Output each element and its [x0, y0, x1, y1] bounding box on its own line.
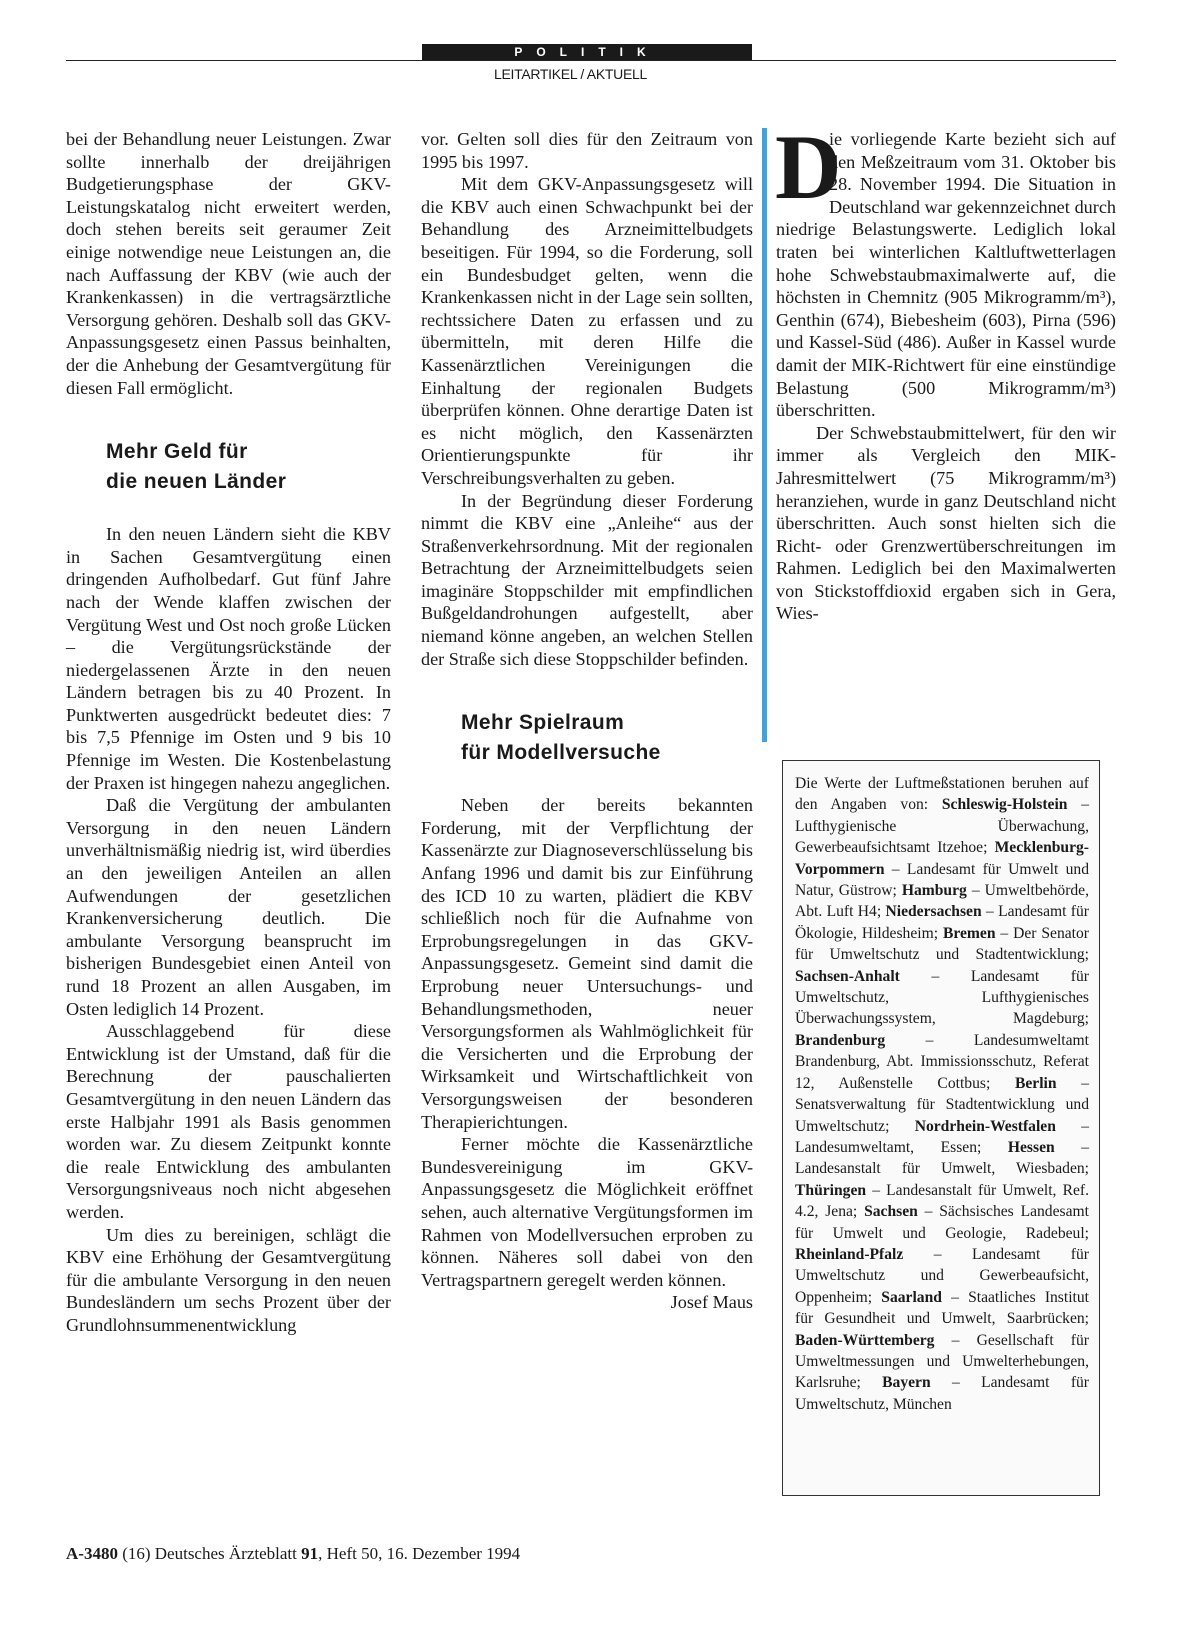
infobox-agency: – Landesumweltamt Brandenburg, Abt. Immissionsschutz, Referat 12, Außenstelle Cottbus; [795, 1031, 1089, 1092]
infobox-state: Mecklenburg-Vorpommern [795, 839, 1089, 878]
footer-journal: (16) Deutsches Ärzteblatt [122, 1544, 302, 1563]
infobox-agency: – Landesanstalt für Umwelt, Ref. 4.2, Jena; [795, 1181, 1089, 1221]
paragraph [421, 1133, 753, 1313]
drop-cap: D [775, 116, 842, 218]
paragraph: Ausschlaggebend für diese Entwicklung ist der Umstand, daß für die Berechnung der pauschalierten Gesamtvergütung in den neuen Ländern das erste Halbjahr 1991 als Basis genommen worden war. Zu diesem Zeitpunkt konnte die reale Entwicklung des ambulanten Versorgungsniveaus noch nicht abgesehen werden. [66, 1021, 391, 1222]
paragraph: vor. Gelten soll dies für den Zeitraum von 1995 bis 1997. [421, 129, 753, 172]
paragraph: bei der Behandlung neuer Leistungen. Zwar sollte innerhalb der dreijährigen Budgetierungsphase der GKV-Leistungskatalog nicht erweitert werden, doch stehen bereits seit geraumer Zeit einige notwendige neue Leistungen an, die nach Auffassung der KBV (wie auch der Krankenkassen) in die vertragsärztliche Versorgung gehören. Deshalb soll das GKV-Anpassungsgesetz einen Passus beinhalten, der die Anhebung der Gesamtvergütung für diesen Fall ermöglicht. [66, 129, 391, 398]
paragraph-text: Ferner möchte die Kassenärztliche Bundesvereinigung im GKV-Anpassungsgesetz die Möglichkeit eröffnet sehen, auch alternative Vergütungsformen im Rahmen von Modellversuchen erproben zu können. Näheres soll dabei von den Vertragspartnern geregelt werden können. [421, 1134, 753, 1290]
infobox-agency: – Landesamt für Umwelt und Natur, Güstrow; [795, 860, 1089, 900]
infobox-state: Hamburg [901, 882, 967, 900]
article-column-1 [66, 128, 391, 1337]
infobox-agency: – Der Senator für Umweltschutz und Stadtentwicklung; [795, 924, 1089, 964]
infobox-agency: – Landesumweltamt, Essen; [795, 1117, 1089, 1156]
paragraph: In der Begründung dieser Forderung nimmt die KBV eine „Anleihe“ aus der Straßenverkehrsordnung. Mit der regionalen Betrachtung der Arzneimittelbudgets seien imaginäre Stoppschilder mit empfindlichen Bußgeldandrohungen aufgestellt, aber niemand könne angeben, an welchen Stellen der Straße sich diese Stoppschilder befinden. [421, 490, 753, 669]
paragraph: Mit dem GKV-Anpassungsgesetz will die KBV auch einen Schwachpunkt bei der Behandlung des Arzneimittelbudgets beseitigen. Für 1994, so die Forderung, soll ein Bundesbudget gelten, wenn die Krankenkassen nicht in der Lage sein sollten, rechtssichere Daten zu erfassen und zu übermitteln, mit deren Hilfe die Kassenärztlichen Vereinigungen die Einhaltung der regionalen Budgets überprüfen können. Ohne derartige Daten ist es nicht möglich, den Kassenärzten Orientierungspunkte für ihr Verschreibungsverhalten zu geben. [421, 174, 753, 488]
infobox-intro: Die Werte der Luftmeßstationen beruhen auf den Angaben von: [795, 775, 1089, 814]
infobox-state: Saarland [881, 1288, 942, 1306]
paragraph-text: ie vorliegende Karte bezieht sich auf den Meßzeitraum vom 31. Oktober bis 28. November 1994. Die Situation in Deutschland war gekennzeichnet durch niedrige Belastungswerte. Lediglich lokal traten bei winterlichen Kaltluftwetterlagen hohe Schwebstaubmaximalwerte auf, die höchsten in Chemnitz (905 Mikrogramm/m³), Genthin (674), Biebesheim (603), Pirna (596) und Kassel-Süd (486). Außer in Kassel wurde damit der MIK-Richtwert für eine einstündige Belastung (500 Mikrogramm/m³) überschritten. [776, 129, 1116, 421]
infobox-agency: – Landesamt für Umweltschutz und Gewerbeaufsicht, Oppenheim; [795, 1245, 1089, 1306]
subheading-line: die neuen Länder [106, 470, 287, 494]
paragraph: Der Schwebstaubmittelwert, für den wir immer als Vergleich den MIK-Jahresmittelwert (75 Mikrogramm/m³) heranziehen, wurde in ganz Deutschland nicht überschritten. Auch sonst hielten sich die Richt- oder Grenzwertüberschreitungen im Rahmen. Lediglich bei den Maximalwerten von Stickstoffdioxid ergaben sich in Gera, Wies- [776, 422, 1116, 624]
infobox-state: Brandenburg [795, 1031, 886, 1049]
infobox-agency: – Senatsverwaltung für Stadtentwicklung und Umweltschutz; [795, 1074, 1089, 1135]
infobox-state: Rheinland-Pfalz [795, 1245, 904, 1263]
paragraph [775, 116, 1116, 422]
accent-bar [762, 128, 767, 742]
page-footer [66, 1544, 520, 1564]
infobox-agency: – Umweltbehörde, Abt. Luft H4; [795, 882, 1089, 921]
infobox-agency: – Landesamt für Umweltschutz, Lufthygienisches Überwachungssystem, Magdeburg; [795, 967, 1089, 1028]
infobox-agency: – Landesanstalt für Umwelt, Wiesbaden; [795, 1138, 1089, 1178]
header-rule [66, 60, 1116, 61]
infobox-state: Sachsen [864, 1203, 918, 1221]
infobox-agency: – Gesellschaft für Umweltmessungen und Umwelterhebungen, Karlsruhe; [795, 1331, 1089, 1392]
infobox-state: Niedersachsen [885, 903, 982, 921]
infobox-state: Schleswig-Holstein [941, 796, 1068, 814]
article-column-3 [775, 116, 1116, 625]
data-source-box [782, 760, 1100, 1496]
article-column-2 [421, 128, 753, 1314]
paragraph: In den neuen Ländern sieht die KBV in Sachen Gesamtvergütung einen dringenden Aufholbedarf. Gut fünf Jahre nach der Wende klaffen zwischen der Vergütung West und Ost noch große Lücken – die Vergütungsrückstände der niedergelassenen Ärzte in den neuen Ländern betragen bis zu 40 Prozent. In Punktwerten ausgedrückt bedeutet dies: 7 bis 7,5 Pfennige im Osten und 9 bis 10 Pfennige im Westen. Die Kostenbelastung der Praxen ist hingegen nahezu angeglichen. [66, 524, 391, 793]
infobox-state: Hessen [1007, 1138, 1055, 1156]
infobox-agency: – Lufthygienische Überwachung, Gewerbeaufsichtsamt Itzehoe; [795, 796, 1089, 857]
paragraph: Um dies zu bereinigen, schlägt die KBV eine Erhöhung der Gesamtvergütung für die ambulante Versorgung in den neuen Bundesländern um sechs Prozent über der Grundlohnsummenentwicklung [66, 1224, 391, 1335]
subheading-line: für Modellversuche [461, 741, 661, 765]
infobox-state: Bremen [942, 924, 996, 942]
infobox-state: Sachsen-Anhalt [795, 967, 900, 985]
subheading-line: Mehr Spielraum [461, 711, 625, 735]
infobox-agency: – Sächsisches Landesamt für Umwelt und Geologie, Radebeul; [795, 1203, 1089, 1242]
subheading-line: Mehr Geld für [106, 440, 248, 464]
subsection-label: LEITARTIKEL / AKTUELL [494, 66, 647, 82]
infobox-state: Nordrhein-Westfalen [914, 1117, 1056, 1135]
subheading-modellversuche [461, 708, 753, 768]
paragraph: Daß die Vergütung der ambulanten Versorgung in den neuen Ländern unverhältnismäßig niedrig ist, wird überdies an den jeweiligen Anteilen an allen Aufwendungen der gesetzlichen Krankenversicherung deutlich. Die ambulante Versorgung beansprucht im bisherigen Bundesgebiet einen Anteil von rund 18 Prozent an allen Ausgaben, im Osten lediglich 14 Prozent. [66, 795, 391, 1019]
footer-volume: 91 [301, 1544, 319, 1563]
infobox-state: Berlin [1014, 1074, 1057, 1092]
infobox-state: Thüringen [795, 1181, 867, 1199]
infobox-entries [795, 796, 1089, 1412]
infobox-state: Bayern [882, 1374, 931, 1392]
infobox-agency: – Landesamt für Ökologie, Hildesheim; [795, 903, 1089, 942]
infobox-state: Baden-Württemberg [795, 1331, 935, 1349]
infobox-agency: – Landesamt für Umweltschutz, München [795, 1374, 1089, 1413]
footer-issue: , Heft 50, 16. Dezember 1994 [318, 1544, 521, 1563]
subheading-neue-laender [106, 437, 391, 497]
author-name: Josef Maus [670, 1292, 753, 1313]
page-number: A-3480 [66, 1544, 118, 1563]
section-label: POLITIK [422, 44, 752, 60]
infobox-agency: – Staatliches Institut für Gesundheit und Umwelt, Saarbrücken; [795, 1288, 1089, 1328]
paragraph: Neben der bereits bekannten Forderung, mit der Verpflichtung der Kassenärzte zur Diagnoseverschlüsselung bis Anfang 1996 und damit bis zur Einführung des ICD 10 zu warten, plädiert die KBV schließlich noch für die Aufnahme von Erprobungsregelungen in das GKV-Anpassungsgesetz. Gemeint sind damit die Erprobung neuer Untersuchungs- und Behandlungsmethoden, neuer Versorgungsformen als Wahlmöglichkeit für die Versicherten und die Erprobung der Wirksamkeit und Wirtschaftlichkeit von Versorgungsweisen der besonderen Therapierichtungen. [421, 795, 753, 1132]
